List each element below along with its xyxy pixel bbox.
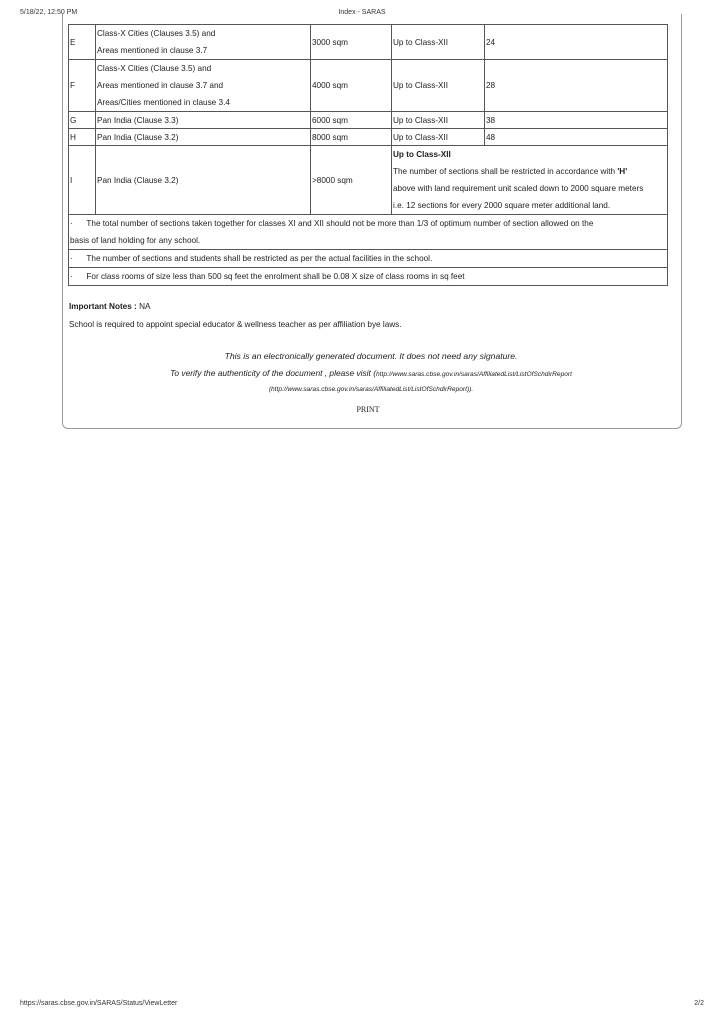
- level-cell: Up to Class-XII: [392, 60, 485, 112]
- sections-cell: 48: [485, 129, 668, 146]
- sections-cell: 24: [485, 25, 668, 60]
- category-cell: F: [69, 60, 96, 112]
- area-cell: Pan India (Clause 3.2): [96, 146, 311, 215]
- signature-note: This is an electronically generated document. It does not need any signature.: [224, 351, 518, 361]
- print-footer: [0, 1000, 724, 1012]
- category-cell: E: [69, 25, 96, 60]
- table-row: [69, 25, 668, 60]
- level-cell: Up to Class-XII: [392, 25, 485, 60]
- bullet: ·: [70, 272, 73, 281]
- important-notes-label: Important Notes :: [69, 302, 137, 311]
- table-row: [69, 112, 668, 129]
- sections-table: [68, 24, 668, 286]
- table-footnote: [69, 268, 668, 286]
- area-cell: Class-X Cities (Clause 3.5) and Areas mentioned in clause 3.7 and Areas/Cities mentioned in clause 3.4: [96, 60, 311, 112]
- important-notes: [69, 300, 402, 336]
- land-cell: 8000 sqm: [311, 129, 392, 146]
- area-cell: Pan India (Clause 3.3): [96, 112, 311, 129]
- page-url: https://saras.cbse.gov.in/SARAS/Status/ViewLetter: [20, 1000, 178, 1007]
- verify-note: To verify the authenticity of the document , please visit (http://www.saras.cbse.gov.in/saras/AffiliatedList/ListOfSchdirReport: [170, 368, 572, 378]
- footnote-text: The total number of sections taken together for classes XI and XII should not be more than 1/3 of optimum number of section allowed on the: [86, 219, 594, 228]
- category-cell: G: [69, 112, 96, 129]
- note-line: The number of sections shall be restricted in accordance with 'H': [393, 167, 628, 176]
- note-line: i.e. 12 sections for every 2000 square meter additional land.: [393, 201, 611, 210]
- footnote-text: basis of land holding for any school.: [70, 236, 201, 245]
- sections-cell: 28: [485, 60, 668, 112]
- land-cell: >8000 sqm: [311, 146, 392, 215]
- table-footnote: [69, 215, 668, 250]
- print-button[interactable]: PRINT: [356, 405, 380, 414]
- bullet: ·: [70, 219, 73, 228]
- table-footnote: [69, 250, 668, 268]
- page-number: 2/2: [694, 1000, 704, 1007]
- table-row: [69, 146, 668, 215]
- category-cell: H: [69, 129, 96, 146]
- verify-link-full[interactable]: (http://www.saras.cbse.gov.in/saras/AffiliatedList/ListOfSchdirReport)).: [268, 386, 474, 393]
- land-cell: 4000 sqm: [311, 60, 392, 112]
- footnote-text: The number of sections and students shall be restricted as per the actual facilities in the school.: [86, 254, 433, 263]
- category-cell: I: [69, 146, 96, 215]
- area-cell: Class-X Cities (Clauses 3.5) and Areas mentioned in clause 3.7: [96, 25, 311, 60]
- land-cell: 3000 sqm: [311, 25, 392, 60]
- important-notes-value: NA: [139, 302, 151, 311]
- print-page-title: Index - SARAS: [338, 9, 386, 16]
- bullet: ·: [70, 254, 73, 263]
- table-row: [69, 60, 668, 112]
- level-cell: Up to Class-XII: [392, 112, 485, 129]
- verify-link[interactable]: http://www.saras.cbse.gov.in/saras/AffiliatedList/ListOfSchdirReport: [375, 371, 572, 378]
- table-row: [69, 129, 668, 146]
- level-heading: Up to Class-XII: [393, 150, 451, 159]
- print-datetime: 5/18/22, 12:50 PM: [20, 9, 78, 16]
- note-line: above with land requirement unit scaled down to 2000 square meters: [393, 184, 644, 193]
- sections-cell: 38: [485, 112, 668, 129]
- land-cell: 6000 sqm: [311, 112, 392, 129]
- level-note-cell: [392, 146, 668, 215]
- level-cell: Up to Class-XII: [392, 129, 485, 146]
- footnote-text: For class rooms of size less than 500 sq feet the enrolment shall be 0.08 X size of class rooms in sq feet: [86, 272, 465, 281]
- area-cell: Pan India (Clause 3.2): [96, 129, 311, 146]
- important-notes-text: School is required to appoint special educator & wellness teacher as per affiliation bye laws.: [69, 320, 402, 329]
